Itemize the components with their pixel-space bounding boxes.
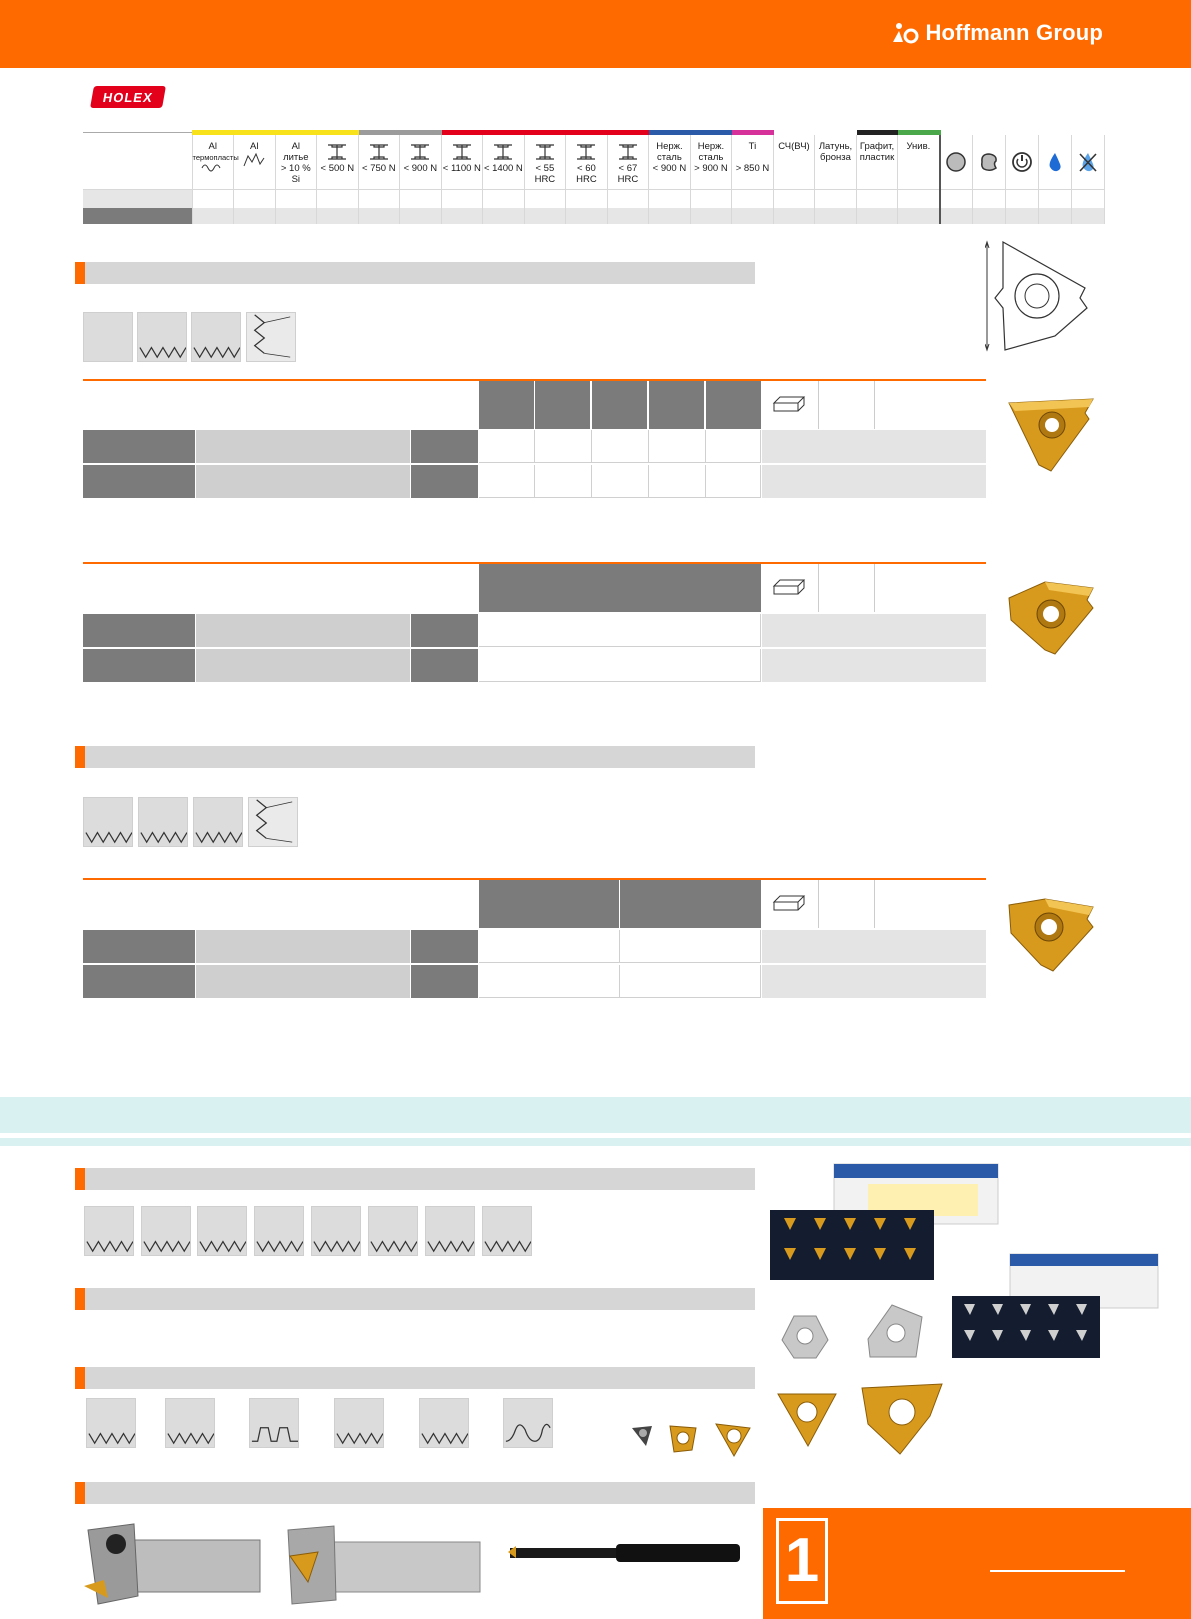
t1-head-grade-2 xyxy=(535,381,590,429)
material-header-row xyxy=(83,133,1105,190)
profile-box-type-2 xyxy=(165,1398,215,1448)
gold-insert-image-4 xyxy=(776,1388,838,1448)
steel-ibeam-icon xyxy=(534,143,556,161)
blob-col xyxy=(973,133,1006,190)
t2-r2-size xyxy=(411,649,478,682)
t1-head-grade-4 xyxy=(649,381,704,429)
t2-r2-pack xyxy=(762,649,986,682)
power-col xyxy=(1006,133,1039,190)
mat-col-15: СЧ(ВЧ) xyxy=(773,133,815,190)
chapter-number: 1 xyxy=(776,1518,828,1604)
profile-box-thread-2 xyxy=(191,312,241,362)
steel-ibeam-icon xyxy=(368,143,390,161)
profile-box-type-5 xyxy=(419,1398,469,1448)
mat-col-7: < 1100 N xyxy=(441,133,483,190)
full-circle-icon xyxy=(945,151,967,173)
t1-r2-desc xyxy=(196,465,410,498)
thread-profile-icon xyxy=(166,1399,214,1447)
hoffmann-brand[interactable] xyxy=(891,20,1103,46)
power-cycle-icon xyxy=(1011,151,1033,173)
casting-icon xyxy=(242,152,266,168)
profile-box-set-2 xyxy=(141,1206,191,1256)
mat-col-16: Латунь, бронза xyxy=(815,133,857,190)
t3-r2-size xyxy=(411,965,478,998)
mat-col-11: < 67 HRC xyxy=(607,133,649,190)
box-pack-icon xyxy=(772,578,806,596)
profile-box-internal-2 xyxy=(248,797,298,847)
thread-profile-icon xyxy=(138,313,186,361)
section-bar-6 xyxy=(85,1482,755,1504)
no-coolant-icon xyxy=(1077,151,1099,173)
t1-r2-code xyxy=(83,465,195,498)
internal-thread-icon xyxy=(247,313,295,361)
box-pack-icon xyxy=(772,395,806,413)
t1-head-grade-3 xyxy=(592,381,647,429)
box-pack-icon xyxy=(772,894,806,912)
thread-profile-icon xyxy=(198,1207,246,1255)
chapter-tab-underline xyxy=(990,1570,1125,1572)
section-bar-1 xyxy=(85,262,755,284)
mat-col-6: < 900 N xyxy=(400,133,442,190)
no-coolant-col xyxy=(1072,133,1105,190)
t3-r1-size xyxy=(411,930,478,963)
holex-logo: HOLEX xyxy=(90,86,166,108)
profile-box-set-5 xyxy=(311,1206,361,1256)
t1-r1-pack xyxy=(762,430,986,463)
mat-col-18: Унив. xyxy=(898,133,940,190)
mat-col-13: Нерж. сталь > 900 N xyxy=(690,133,732,190)
thread-profile-icon xyxy=(194,798,242,846)
thread-profile-icon xyxy=(142,1207,190,1255)
t2-r1-size xyxy=(411,614,478,647)
blob-icon xyxy=(978,151,1000,173)
thread-profile-icon xyxy=(420,1399,468,1447)
thread-profile-icon xyxy=(84,798,132,846)
coolant-drop-icon xyxy=(1044,151,1066,173)
internal-thread-icon xyxy=(249,798,297,846)
mat-col-10: < 60 HRC xyxy=(566,133,608,190)
gold-insert-image-2 xyxy=(1005,578,1097,658)
thread-profile-icon xyxy=(255,1207,303,1255)
profile-box-set-6 xyxy=(368,1206,418,1256)
profile-box-set-3 xyxy=(197,1206,247,1256)
profile-box-set-4 xyxy=(254,1206,304,1256)
full-circle-col xyxy=(940,133,973,190)
chip-spiral-icon xyxy=(200,163,226,173)
steel-ibeam-icon xyxy=(575,143,597,161)
profile-box-trapezoid xyxy=(249,1398,299,1448)
t2-r1-code xyxy=(83,614,195,647)
thread-profile-icon xyxy=(312,1207,360,1255)
material-row-2 xyxy=(83,208,1105,224)
profile-box-thread-1 xyxy=(137,312,187,362)
t2-head-grade xyxy=(479,564,761,612)
mat-col-4: < 500 N xyxy=(317,133,359,190)
t1-r1-code xyxy=(83,430,195,463)
small-inserts-image xyxy=(630,1420,760,1460)
trapezoid-thread-icon xyxy=(250,1399,298,1447)
tool-holder-image-1 xyxy=(78,1520,263,1610)
material-table xyxy=(83,130,1105,224)
steel-ibeam-icon xyxy=(492,143,514,161)
mat-col-17: Графит, пластик xyxy=(856,133,898,190)
mat-col-12: Нерж. сталь < 900 N xyxy=(649,133,691,190)
profile-box-internal xyxy=(246,312,296,362)
t3-r1-pack xyxy=(762,930,986,963)
mat-col-9: < 55 HRC xyxy=(524,133,566,190)
coolant-col xyxy=(1039,133,1072,190)
t3-r2-pack xyxy=(762,965,986,998)
mat-col-3: Al литье > 10 % Si xyxy=(275,133,317,190)
mat-col-1: Al термопласты xyxy=(192,133,234,190)
mat-col-5: < 750 N xyxy=(358,133,400,190)
section-bar-4 xyxy=(85,1288,755,1310)
profile-box-thread-4 xyxy=(138,797,188,847)
profile-box-round xyxy=(503,1398,553,1448)
silver-insert-image-1 xyxy=(780,1312,830,1360)
mat-col-8: < 1400 N xyxy=(483,133,525,190)
t3-head-grade-1 xyxy=(479,880,619,928)
insert-packaging-image-2 xyxy=(950,1252,1160,1360)
section-bar-2 xyxy=(85,746,755,768)
steel-ibeam-icon xyxy=(451,143,473,161)
tool-holder-image-2 xyxy=(282,1520,482,1610)
info-band-thin xyxy=(0,1138,1191,1146)
gold-insert-image-3 xyxy=(1005,895,1097,975)
t1-r1-desc xyxy=(196,430,410,463)
thread-profile-icon xyxy=(426,1207,474,1255)
profile-box-blank xyxy=(83,312,133,362)
silver-insert-image-2 xyxy=(866,1303,924,1359)
steel-ibeam-icon xyxy=(409,143,431,161)
steel-ibeam-icon xyxy=(617,143,639,161)
thread-profile-icon xyxy=(335,1399,383,1447)
profile-box-set-7 xyxy=(425,1206,475,1256)
t1-r1-size xyxy=(411,430,478,463)
thread-profile-icon xyxy=(192,313,240,361)
mat-col-14: Ti > 850 N xyxy=(732,133,774,190)
material-corner xyxy=(83,133,192,190)
profile-box-thread-3 xyxy=(83,797,133,847)
thread-profile-icon xyxy=(139,798,187,846)
round-thread-icon xyxy=(504,1399,552,1447)
material-row-1 xyxy=(83,190,1105,208)
thread-profile-icon xyxy=(369,1207,417,1255)
mat-col-2: Al xyxy=(234,133,276,190)
thread-profile-icon xyxy=(85,1207,133,1255)
t3-r2-desc xyxy=(196,965,410,998)
header-bar xyxy=(0,0,1191,68)
section-bar-3 xyxy=(85,1168,755,1190)
profile-box-type-4 xyxy=(334,1398,384,1448)
t3-head-grade-2 xyxy=(620,880,761,928)
profile-box-set-8 xyxy=(482,1206,532,1256)
t2-r1-desc xyxy=(196,614,410,647)
thread-profile-icon xyxy=(483,1207,531,1255)
t3-r1-desc xyxy=(196,930,410,963)
t1-head-grade-1 xyxy=(479,381,534,429)
gold-insert-image-5 xyxy=(860,1380,944,1456)
info-band xyxy=(0,1097,1191,1133)
t1-r2-pack xyxy=(762,465,986,498)
t2-r2-code xyxy=(83,649,195,682)
boring-bar-image xyxy=(506,1538,742,1568)
gold-insert-image-1 xyxy=(1005,395,1097,475)
hoffmann-logo-icon xyxy=(891,22,919,44)
thread-profile-icon xyxy=(87,1399,135,1447)
t2-r2-desc xyxy=(196,649,410,682)
steel-ibeam-icon xyxy=(326,143,348,161)
brand-name: Hoffmann Group xyxy=(925,20,1103,45)
t3-r1-code xyxy=(83,930,195,963)
section-bar-5 xyxy=(85,1367,755,1389)
profile-box-type-1 xyxy=(86,1398,136,1448)
insert-dimension-drawing xyxy=(985,238,1095,354)
t1-head-grade-5 xyxy=(706,381,761,429)
profile-box-thread-5 xyxy=(193,797,243,847)
t3-r2-code xyxy=(83,965,195,998)
t2-r1-pack xyxy=(762,614,986,647)
t1-r2-size xyxy=(411,465,478,498)
profile-box-set-1 xyxy=(84,1206,134,1256)
